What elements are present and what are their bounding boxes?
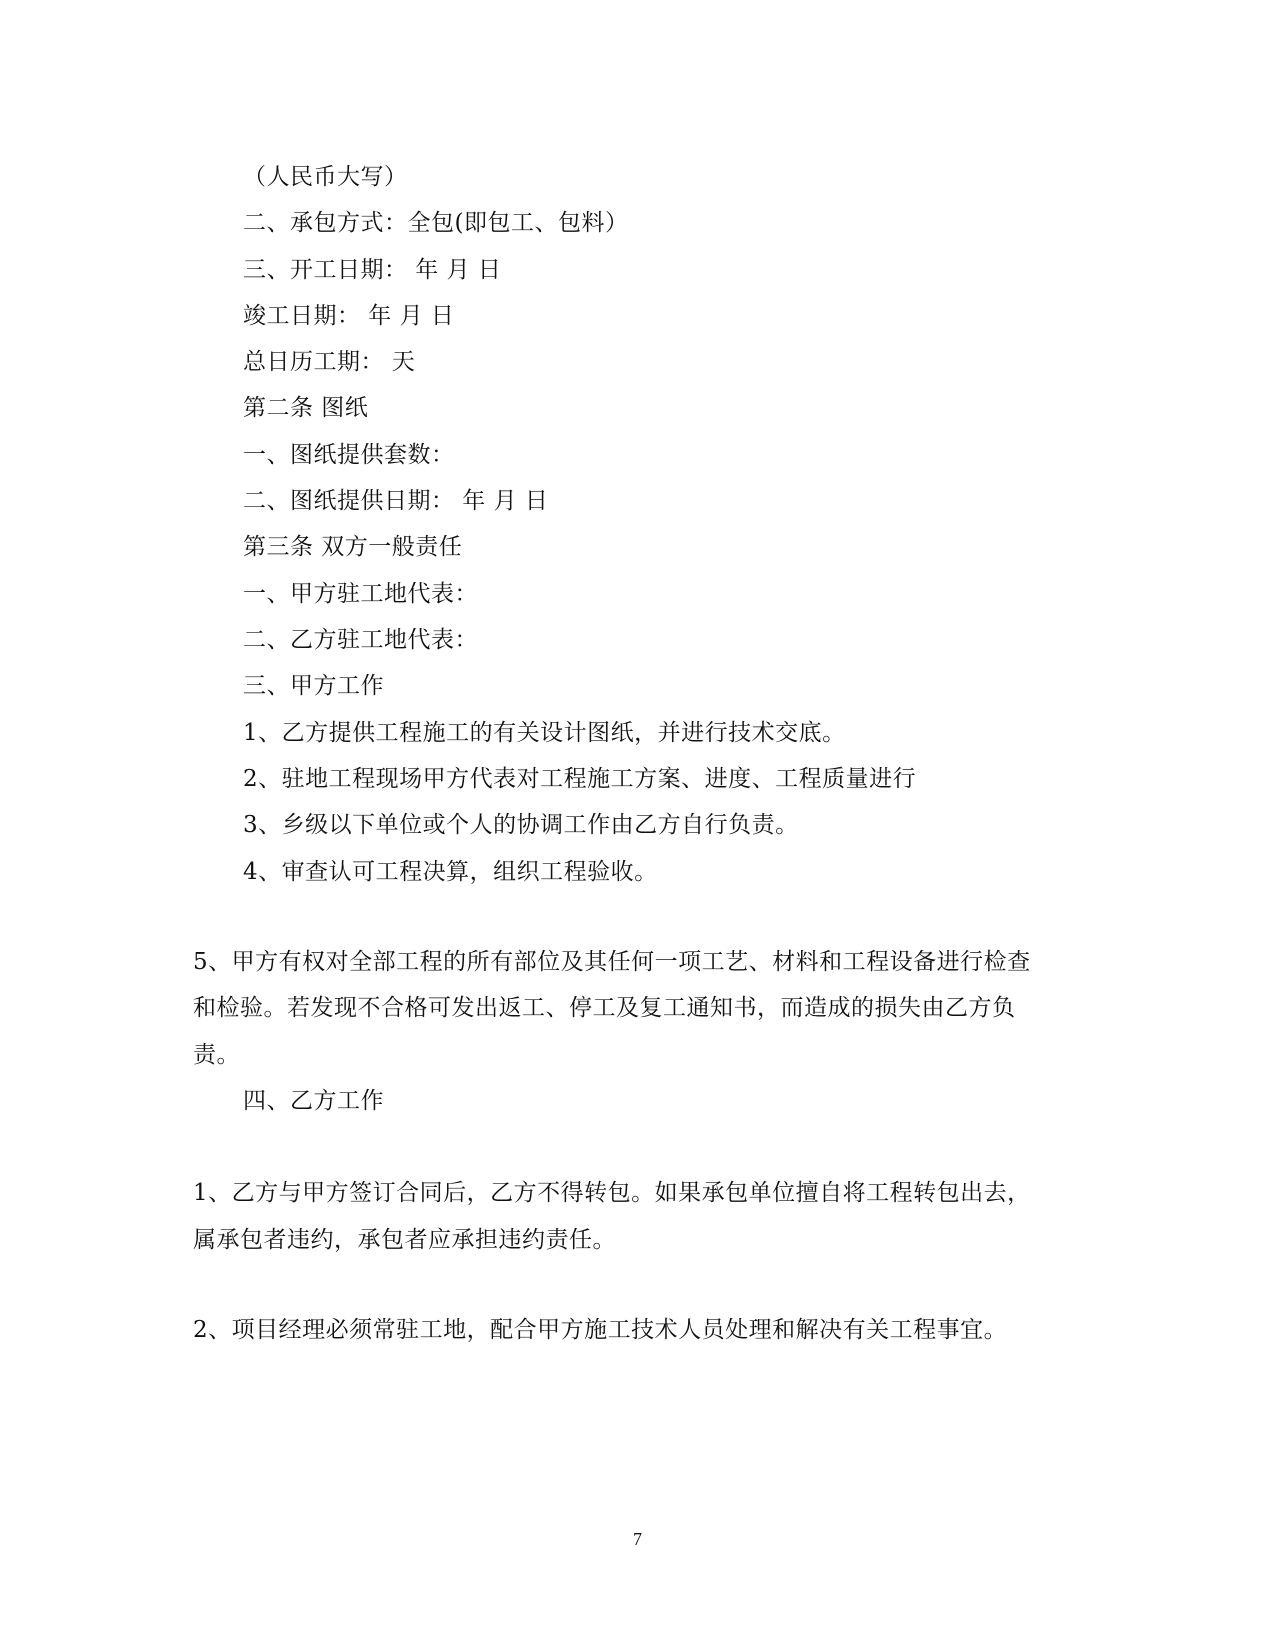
text-line-rmb: （人民币大写） xyxy=(243,164,408,190)
text-line-finish-date: 竣工日期： 年 月 日 xyxy=(243,303,455,329)
text-line-party-a-rep: 一、甲方驻工地代表： xyxy=(243,581,478,607)
list-item-a4: 4、审查认可工程决算，组织工程验收。 xyxy=(243,859,658,885)
list-item-b1-line1: 1、乙方与甲方签订合同后，乙方不得转包。如果承包单位擅自将工程转包出去， xyxy=(193,1180,1031,1206)
list-item-b1-line2: 属承包者违约，承包者应承担违约责任。 xyxy=(193,1227,616,1253)
article-heading-drawings: 第二条 图纸 xyxy=(243,395,369,421)
section-heading-party-b: 四、乙方工作 xyxy=(243,1088,384,1114)
text-line-start-date: 三、开工日期： 年 月 日 xyxy=(243,257,502,283)
list-item-a1: 1、乙方提供工程施工的有关设计图纸，并进行技术交底。 xyxy=(243,720,846,746)
article-heading-duties: 第三条 双方一般责任 xyxy=(243,534,463,560)
list-item-b2: 2、项目经理必须常驻工地，配合甲方施工技术人员处理和解决有关工程事宜。 xyxy=(193,1317,1008,1343)
section-heading-party-a: 三、甲方工作 xyxy=(243,673,384,699)
list-item-a5-line2: 和检验。若发现不合格可发出返工、停工及复工通知书，而造成的损失由乙方负 xyxy=(193,995,1016,1021)
list-item-a5-line3: 责。 xyxy=(193,1042,240,1068)
text-line-total-days: 总日历工期： 天 xyxy=(243,349,416,375)
list-item-a5-line1: 5、甲方有权对全部工程的所有部位及其任何一项工艺、材料和工程设备进行检查 xyxy=(193,949,1031,975)
list-item-a2: 2、驻地工程现场甲方代表对工程施工方案、进度、工程质量进行 xyxy=(243,766,917,792)
text-line-drawing-sets: 一、图纸提供套数： xyxy=(243,442,455,468)
text-line-contract-mode: 二、承包方式：全包(即包工、包料） xyxy=(243,210,629,236)
text-line-party-b-rep: 二、乙方驻工地代表： xyxy=(243,627,478,653)
list-item-a3: 3、乡级以下单位或个人的协调工作由乙方自行负责。 xyxy=(243,812,799,838)
text-line-drawing-date: 二、图纸提供日期： 年 月 日 xyxy=(243,488,549,514)
page-number: 7 xyxy=(633,1529,642,1549)
